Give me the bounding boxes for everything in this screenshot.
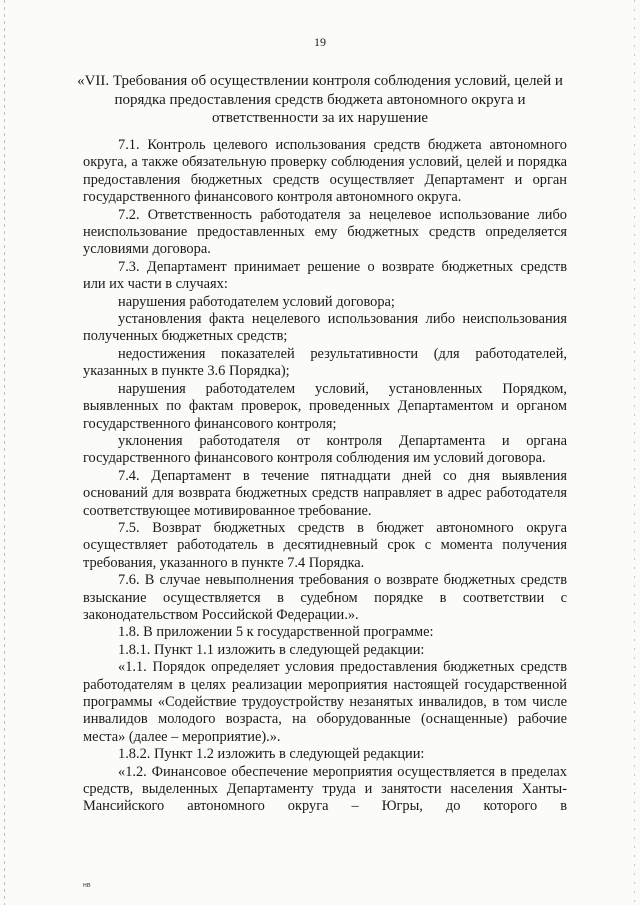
list-item-misuse: установления факта нецелевого использования либо неиспользования полученных бюджетных средств; — [83, 311, 567, 345]
paragraph-1-8: 1.8. В приложении 5 к государственной программе: — [118, 624, 434, 641]
paragraph-1-1-quote: «1.1. Порядок определяет условия предоставления бюджетных средств работодателям в целях реализации мероприятия настоящей государственной программы «Содействие трудоустройству незанятых инвалидов, в том числе инвалидов молодого возраста, на оборудованные (оснащенные) рабочие места» (далее – мероприятие).». — [83, 659, 567, 745]
paragraph-1-8-1: 1.8.1. Пункт 1.1 изложить в следующей редакции: — [118, 641, 425, 658]
list-item-conditions-violation: нарушения работодателем условий, установленных Порядком, выявленных по фактам проверок, проведенных Департаментом и органом государственного финансового контроля; — [83, 380, 567, 432]
list-item-evasion: уклонения работодателя от контроля Департамента и органа государственного финансового контроля соблюдения им условий договора. — [83, 432, 567, 467]
paragraph-1-2-quote: «1.2. Финансовое обеспечение мероприятия осуществляется в пределах средств, выделенных Департаменту труда и занятости населения Ханты-Мансийского автономного округа – Югры, до которого в — [83, 763, 567, 815]
paragraph-7-6: 7.6. В случае невыполнения требования о возврате бюджетных средств взыскание осуществляется в судебном порядке в соответствии с законодательством Российской Федерации.». — [83, 572, 567, 623]
paragraph-7-1: 7.1. Контроль целевого использования средств бюджета автономного округа, а также обязательную проверку соблюдения условий, целей и порядка предоставления бюджетных средств осуществляет Департамент и орган государственного финансового контроля автономного округа. — [83, 137, 567, 206]
document-body — [83, 137, 567, 816]
paragraph-7-2: 7.2. Ответственность работодателя за нецелевое использование либо неиспользование предоставленных ему бюджетных средств определяется условиями договора. — [83, 206, 567, 258]
paragraph-7-4: 7.4. Департамент в течение пятнадцати дней со дня выявления оснований для возврата бюджетных средств направляет в адрес работодателя соответствующее мотивированное требование. — [83, 467, 567, 519]
scan-edge-left — [4, 0, 5, 905]
scan-edge-right — [634, 0, 635, 905]
paragraph-7-3: 7.3. Департамент принимает решение о возврате бюджетных средств или их части в случаях: — [83, 258, 567, 293]
page-number: 19 — [314, 35, 326, 49]
section-heading: «VII. Требования об осуществлении контроля соблюдения условий, целей и порядка предоставления средств бюджета автономного округа и ответственности за их нарушение — [77, 73, 563, 126]
footer-initials: нв — [83, 882, 91, 889]
paragraph-7-5: 7.5. Возврат бюджетных средств в бюджет автономного округа осуществляет работодатель в десятидневный срок с момента получения требования, указанного в пункте 7.4 Порядка. — [83, 519, 567, 571]
list-item-violation-contract: нарушения работодателем условий договора; — [118, 293, 395, 310]
paragraph-1-8-2: 1.8.2. Пункт 1.2 изложить в следующей редакции: — [118, 746, 425, 763]
list-item-indicators: недостижения показателей результативности (для работодателей, указанных в пункте 3.6 Порядка); — [83, 345, 567, 380]
